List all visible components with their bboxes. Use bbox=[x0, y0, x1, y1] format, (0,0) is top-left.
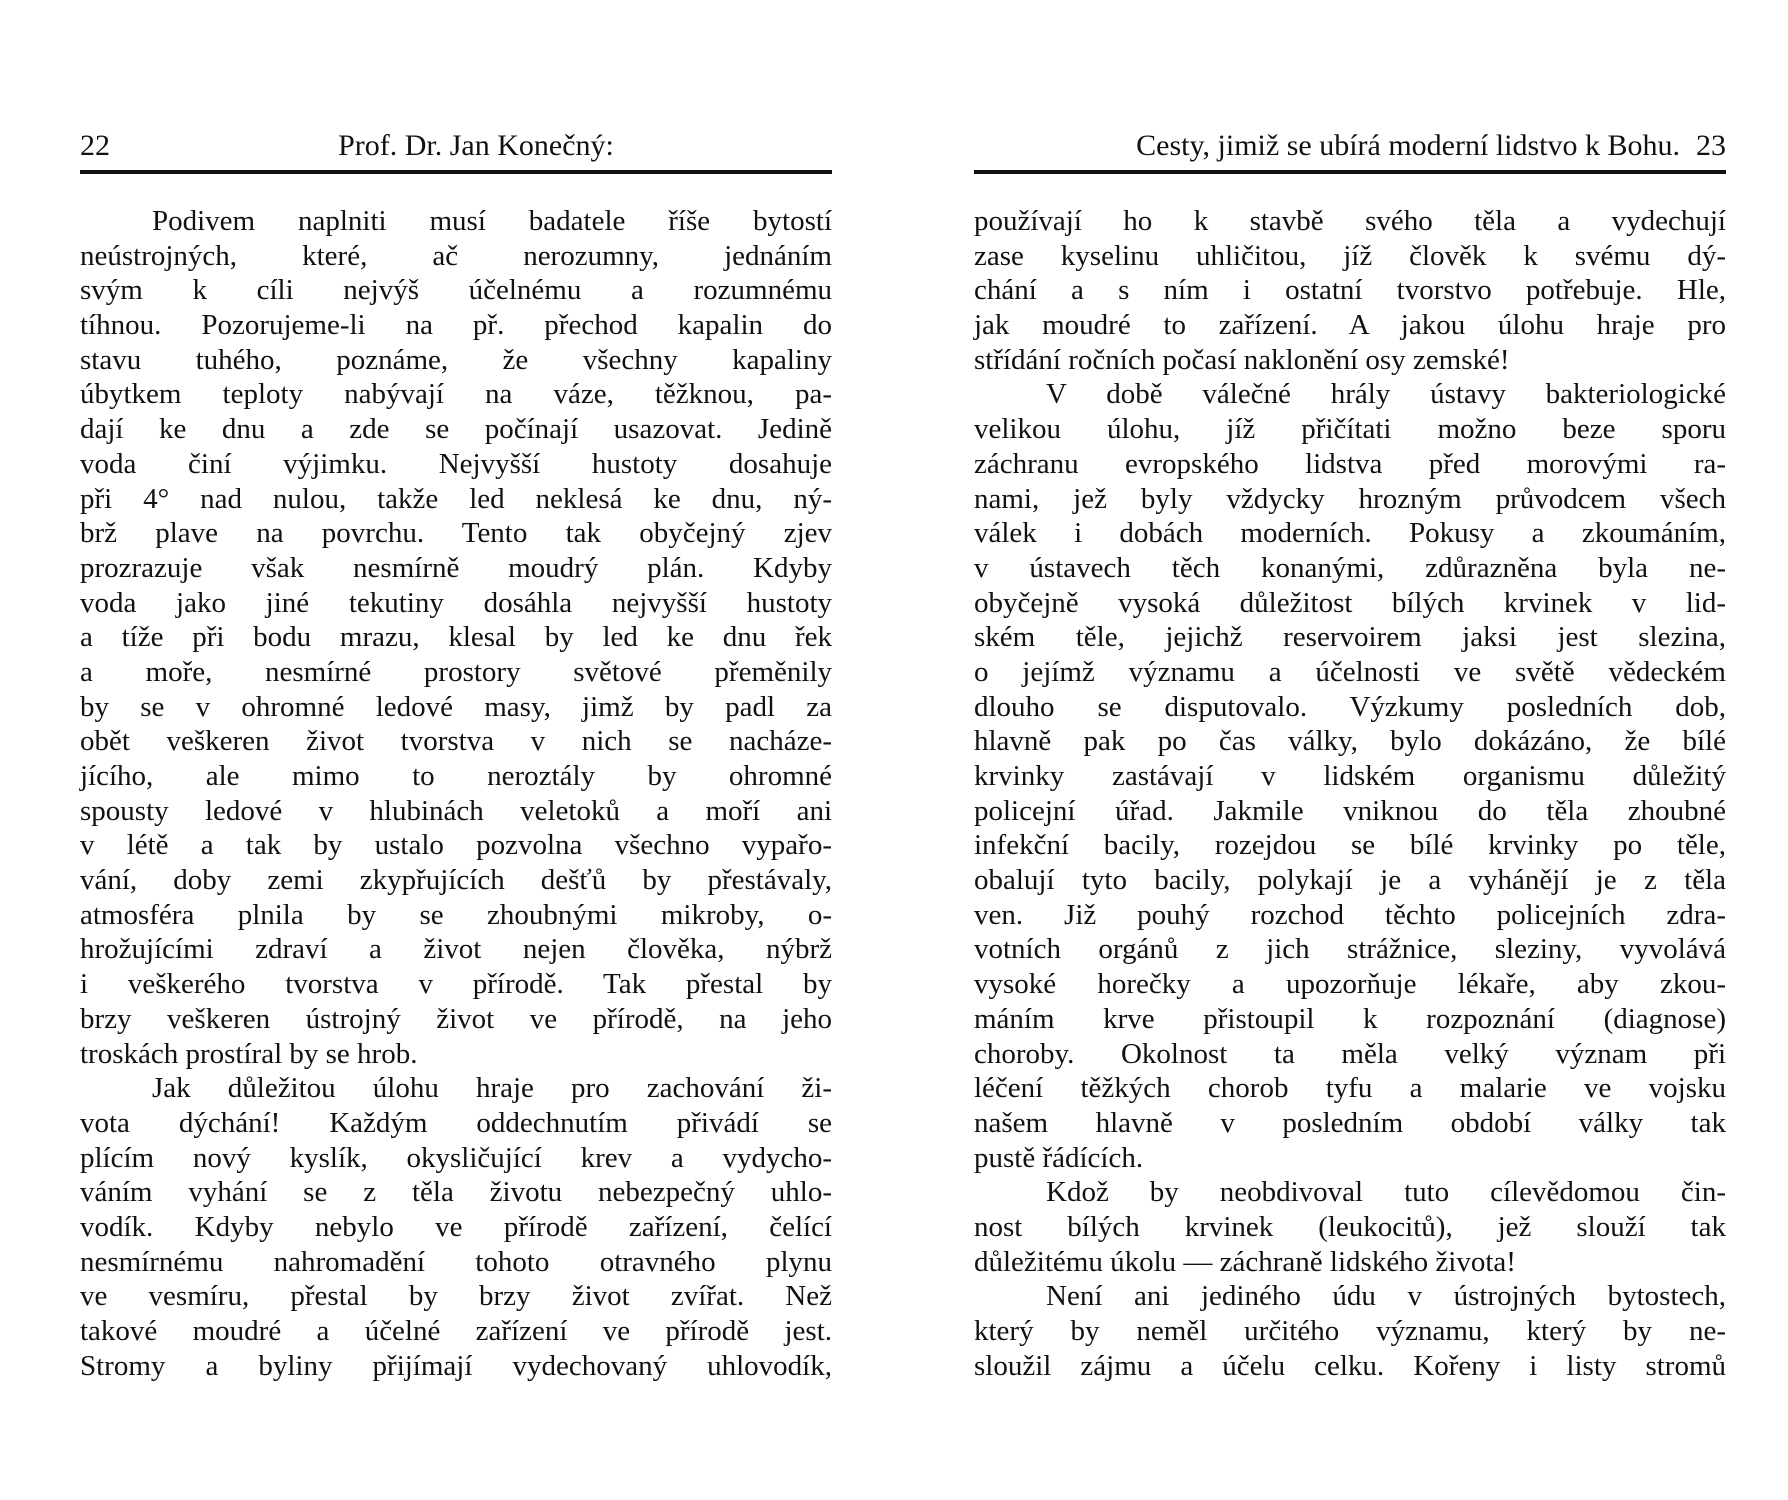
text-line bbox=[974, 898, 1726, 933]
text-line bbox=[974, 516, 1726, 551]
text-line-content: velikou úlohu, jíž přičítati možno beze sporu bbox=[974, 413, 1726, 446]
text-line-content: vání, doby zemi zkypřujících dešťů by přestávaly, bbox=[80, 864, 832, 897]
text-line bbox=[80, 447, 832, 482]
text-line-content: votních orgánů z jich strážnice, sleziny, vyvolává bbox=[974, 933, 1726, 966]
page-body bbox=[974, 204, 1726, 1383]
text-line bbox=[974, 551, 1726, 586]
text-line bbox=[974, 794, 1726, 829]
text-line-content: ve vesmíru, přestal by brzy život zvířat. Než bbox=[80, 1280, 832, 1313]
running-header bbox=[80, 128, 832, 164]
text-line-content: záchranu evropského lidstva před morovými ra- bbox=[974, 447, 1726, 480]
text-line bbox=[80, 1175, 832, 1210]
text-line bbox=[974, 932, 1726, 967]
text-line bbox=[974, 447, 1726, 482]
text-line-content: v létě a tak by ustalo pozvolna všechno vypařo- bbox=[80, 829, 832, 862]
text-line bbox=[80, 377, 832, 412]
text-line bbox=[974, 377, 1726, 412]
text-line bbox=[80, 1245, 832, 1280]
text-line bbox=[974, 482, 1726, 517]
text-line-content: váním vyhání se z těla životu nebezpečný uhlo- bbox=[80, 1176, 832, 1209]
text-line bbox=[80, 932, 832, 967]
text-line bbox=[80, 759, 832, 794]
text-line bbox=[80, 690, 832, 725]
text-line bbox=[80, 1002, 832, 1037]
text-line-content: atmosféra plnila by se zhoubnými mikroby, o- bbox=[80, 898, 832, 931]
text-line-content: používají ho k stavbě svého těla a vydechují bbox=[974, 205, 1726, 237]
text-line bbox=[974, 1279, 1726, 1314]
text-line bbox=[80, 273, 832, 308]
header-rule bbox=[974, 170, 1726, 174]
text-line-content: dají ke dnu a zde se počínají usazovat. Jedině bbox=[80, 413, 832, 446]
text-line bbox=[974, 1349, 1726, 1384]
text-line bbox=[974, 273, 1726, 308]
text-line bbox=[974, 828, 1726, 863]
text-line-content: zase kyselinu uhličitou, jíž člověk k svému dý- bbox=[974, 239, 1726, 272]
text-line-content: léčení těžkých chorob tyfu a malarie ve vojsku bbox=[974, 1072, 1726, 1105]
text-line bbox=[974, 343, 1726, 378]
text-line-content: Jak důležitou úlohu hraje pro zachování ži- bbox=[152, 1072, 832, 1105]
text-line bbox=[974, 690, 1726, 725]
text-line-content: dlouho se disputovalo. Výzkumy posledních dob, bbox=[974, 690, 1726, 723]
text-line bbox=[974, 1314, 1726, 1349]
text-line-content: našem hlavně v posledním období války tak bbox=[974, 1106, 1726, 1139]
text-line bbox=[974, 759, 1726, 794]
page-number: 22 bbox=[80, 129, 110, 162]
text-line-content: o jejímž významu a účelnosti ve světě vědeckém bbox=[974, 655, 1726, 688]
text-line-content: Není ani jediného údu v ústrojných bytostech, bbox=[1046, 1280, 1726, 1313]
text-line-content: policejní úřad. Jakmile vniknou do těla zhoubné bbox=[974, 794, 1726, 827]
text-line bbox=[80, 204, 832, 239]
text-line-content: krvinky zastávají v lidském organismu důležitý bbox=[974, 760, 1726, 792]
text-line-content: choroby. Okolnost ta měla velký význam při bbox=[974, 1037, 1726, 1070]
text-line-content: Kdož by neobdivoval tuto cílevědomou čin- bbox=[1046, 1176, 1726, 1209]
text-line-content: úbytkem teploty nabývají na váze, těžknou, pa- bbox=[80, 378, 832, 411]
text-line bbox=[80, 586, 832, 621]
text-line-content: nesmírnému nahromadění tohoto otravného plynu bbox=[80, 1245, 832, 1278]
text-line-content: jak moudré to zařízení. A jakou úlohu hraje pro bbox=[974, 309, 1726, 342]
text-line bbox=[974, 239, 1726, 274]
text-line bbox=[974, 1002, 1726, 1037]
text-line-content: troskách prostíral by se hrob. bbox=[80, 1037, 418, 1070]
text-line bbox=[80, 898, 832, 933]
text-line-content: nami, jež byly vždycky hrozným průvodcem všech bbox=[974, 482, 1726, 515]
text-line-content: hlavně pak po čas války, bylo dokázáno, že bílé bbox=[974, 725, 1726, 758]
text-line bbox=[80, 620, 832, 655]
text-line bbox=[80, 655, 832, 690]
header-title: Cesty, jimiž se ubírá moderní lidstvo k Bohu. bbox=[1136, 129, 1680, 162]
text-line-content: střídání ročních počasí naklonění osy zemské! bbox=[974, 343, 1510, 376]
running-header bbox=[974, 128, 1726, 164]
text-line-content: jícího, ale mimo to neroztály by ohromné bbox=[80, 760, 832, 792]
text-line-content: sloužil zájmu a účelu celku. Kořeny i listy stromů bbox=[974, 1349, 1726, 1382]
text-line-content: vysoké horečky a upozorňuje lékaře, aby zkou- bbox=[974, 968, 1726, 1001]
text-line bbox=[974, 967, 1726, 1002]
text-line bbox=[80, 1210, 832, 1245]
text-line-content: i veškerého tvorstva v přírodě. Tak přestal by bbox=[80, 968, 832, 1001]
text-line bbox=[80, 343, 832, 378]
text-line-content: V době válečné hrály ústavy bakteriologické bbox=[1046, 378, 1726, 411]
text-line-content: v ústavech těch konanými, zdůrazněna byla ne- bbox=[974, 551, 1726, 584]
text-line-content: brž plave na povrchu. Tento tak obyčejný zjev bbox=[80, 517, 832, 550]
text-line bbox=[80, 863, 832, 898]
text-line bbox=[974, 308, 1726, 343]
text-line-content: který by neměl určitého významu, který by ne- bbox=[974, 1315, 1726, 1347]
text-line bbox=[974, 620, 1726, 655]
page-body bbox=[80, 204, 832, 1383]
text-line-content: chání a s ním i ostatní tvorstvo potřebuje. Hle, bbox=[974, 274, 1726, 307]
text-line bbox=[80, 1279, 832, 1314]
text-line bbox=[80, 1071, 832, 1106]
header-title: Prof. Dr. Jan Konečný: bbox=[338, 129, 614, 162]
text-line bbox=[974, 1141, 1726, 1176]
text-line-content: voda jako jiné tekutiny dosáhla nejvyšší hustoty bbox=[80, 586, 832, 619]
text-line-content: by se v ohromné ledové masy, jimž by padl za bbox=[80, 690, 832, 723]
text-line-content: stavu tuhého, poznáme, že všechny kapaliny bbox=[80, 343, 832, 376]
text-line bbox=[974, 1210, 1726, 1245]
text-line bbox=[974, 586, 1726, 621]
text-line bbox=[80, 308, 832, 343]
text-line bbox=[80, 1314, 832, 1349]
text-line-content: infekční bacily, rozejdou se bílé krvinky po těle, bbox=[974, 829, 1726, 862]
text-line bbox=[80, 516, 832, 551]
text-line-content: nost bílých krvinek (leukocitů), jež slouží tak bbox=[974, 1210, 1726, 1243]
text-line-content: spousty ledové v hlubinách veletoků a moří ani bbox=[80, 794, 832, 827]
text-line-content: důležitému úkolu — záchraně lidského života! bbox=[974, 1245, 1516, 1278]
text-line bbox=[80, 724, 832, 759]
text-line-content: pustě řádících. bbox=[974, 1141, 1144, 1174]
text-line bbox=[80, 1106, 832, 1141]
text-line bbox=[974, 1245, 1726, 1280]
text-line-content: takové moudré a účelné zařízení ve přírodě jest. bbox=[80, 1315, 832, 1347]
text-line bbox=[80, 239, 832, 274]
text-line-content: a moře, nesmírné prostory světové přeměnily bbox=[80, 655, 832, 688]
text-line bbox=[80, 967, 832, 1002]
text-line-content: hrožujícími zdraví a život nejen člověka, nýbrž bbox=[80, 933, 832, 966]
text-line-content: obalují tyto bacily, polykají je a vyhánějí je z těla bbox=[974, 864, 1726, 897]
text-line-content: svým k cíli nejvýš účelnému a rozumnému bbox=[80, 274, 832, 307]
text-line-content: válek i dobách moderních. Pokusy a zkoumáním, bbox=[974, 517, 1726, 550]
text-line-content: plícím nový kyslík, okysličující krev a vydycho- bbox=[80, 1141, 832, 1174]
text-line bbox=[974, 204, 1726, 239]
text-line bbox=[974, 1037, 1726, 1072]
text-line bbox=[974, 724, 1726, 759]
text-line-content: Stromy a byliny přijímají vydechovaný uhlovodík, bbox=[80, 1349, 832, 1382]
text-line bbox=[974, 863, 1726, 898]
text-line-content: obět veškeren život tvorstva v nich se nacháze- bbox=[80, 725, 832, 758]
text-line-content: ven. Již pouhý rozchod těchto policejních zdra- bbox=[974, 898, 1726, 931]
text-line-content: prozrazuje však nesmírně moudrý plán. Kdyby bbox=[80, 551, 832, 584]
text-line-content: brzy veškeren ústrojný život ve přírodě, na jeho bbox=[80, 1002, 832, 1035]
text-line-content: Podivem naplniti musí badatele říše bytostí bbox=[152, 205, 832, 237]
text-line-content: neústrojných, které, ač nerozumny, jednáním bbox=[80, 239, 832, 272]
text-line-content: při 4° nad nulou, takže led neklesá ke dnu, ný- bbox=[80, 482, 832, 515]
text-line-content: vota dýchání! Každým oddechnutím přivádí se bbox=[80, 1106, 832, 1139]
text-line bbox=[80, 482, 832, 517]
text-line-content: vodík. Kdyby nebylo ve přírodě zařízení, čelící bbox=[80, 1210, 832, 1243]
text-line bbox=[974, 1175, 1726, 1210]
text-line bbox=[974, 655, 1726, 690]
text-line-content: obyčejně vysoká důležitost bílých krvinek v lid- bbox=[974, 586, 1726, 619]
text-line bbox=[80, 1349, 832, 1384]
header-rule bbox=[80, 170, 832, 174]
text-line-content: máním krve přistoupil k rozpoznání (diagnose) bbox=[974, 1002, 1726, 1035]
text-line bbox=[80, 794, 832, 829]
text-line bbox=[974, 412, 1726, 447]
text-line-content: voda činí výjimku. Nejvyšší hustoty dosahuje bbox=[80, 447, 832, 480]
text-line bbox=[80, 412, 832, 447]
text-line bbox=[80, 551, 832, 586]
text-line bbox=[80, 1141, 832, 1176]
text-line-content: ském těle, jejichž reservoirem jaksi jest slezina, bbox=[974, 621, 1726, 654]
text-line-content: a tíže při bodu mrazu, klesal by led ke dnu řek bbox=[80, 621, 832, 654]
text-line-content: tíhnou. Pozorujeme-li na př. přechod kapalin do bbox=[80, 309, 832, 342]
text-line bbox=[80, 1037, 832, 1072]
text-line bbox=[974, 1071, 1726, 1106]
page-number: 23 bbox=[1696, 129, 1726, 162]
text-line bbox=[974, 1106, 1726, 1141]
text-line bbox=[80, 828, 832, 863]
